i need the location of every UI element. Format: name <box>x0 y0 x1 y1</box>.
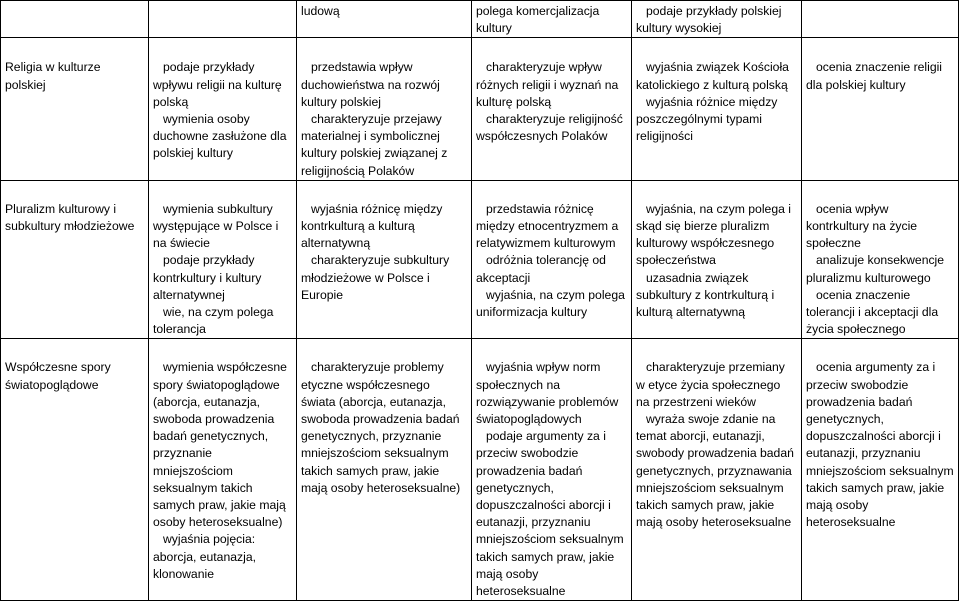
requirement-item: wyjaśnia związek Kościoła katolickiego z kulturą polską <box>636 60 789 92</box>
requirement-item: przedstawia różnicę między etnocentryzmem a relatywizmem kulturowym <box>476 201 619 251</box>
cell-c2 <box>149 339 297 601</box>
cell-c6 <box>802 180 959 339</box>
requirement-item: charakteryzuje subkultury młodzieżowe w Polsce i Europie <box>301 253 450 302</box>
requirement-item: wyjaśnia wpływ norm społecznych na rozwiązywanie problemów światopoglądowych <box>476 360 619 427</box>
requirement-item: wyraża swoje zdanie na temat aborcji, eutanazji, swobody prowadzenia badań genetycznych, przyznawania mniejszościom seksualnym takich samych praw, jakie mają osoby heteroseksualne <box>636 412 794 530</box>
cell-c5 <box>632 180 802 339</box>
requirement-item: wyjaśnia, na czym polega uniformizacja kultury <box>476 287 625 320</box>
continued-text: polega komercjalizacja <box>476 4 600 18</box>
cell-topic-empty <box>1 1 149 38</box>
topic-title: Współczesne spory światopoglądowe <box>5 360 111 392</box>
cell-c5 <box>632 38 802 180</box>
continued-text: podaje przykłady polskiej <box>646 4 782 18</box>
table-row <box>1 38 959 180</box>
cell-c3 <box>297 38 472 180</box>
requirement-item: charakteryzuje religijność współczesnych Polaków <box>476 112 623 144</box>
cell-c3 <box>297 180 472 339</box>
table-row-continued <box>1 1 959 38</box>
cell-c4 <box>472 339 632 601</box>
cell-c6 <box>802 339 959 601</box>
cell-c4-continued <box>472 1 632 38</box>
cell-topic <box>1 38 149 180</box>
cell-topic <box>1 180 149 339</box>
requirement-item: ocenia wpływ kontrkultury na życie społeczne <box>806 201 918 251</box>
requirement-item: wyjaśnia pojęcia: aborcja, eutanazja, klonowanie <box>153 532 256 581</box>
cell-c4 <box>472 38 632 180</box>
requirement-item: odróżnia tolerancję od akceptacji <box>476 253 606 285</box>
requirement-item: wyjaśnia różnice między poszczególnymi typami religijności <box>636 94 778 144</box>
requirement-item: wymienia subkultury występujące w Polsce i na świecie <box>153 201 279 251</box>
cell-c6 <box>802 38 959 180</box>
topic-title: Religia w kulturze polskiej <box>5 60 101 92</box>
continued-text: kultury wysokiej <box>636 21 722 36</box>
continued-text: ludową <box>301 4 340 18</box>
continued-text: kultury <box>476 21 512 36</box>
cell-c5 <box>632 339 802 601</box>
cell-c2 <box>149 180 297 339</box>
requirement-item: charakteryzuje przejawy materialnej i symbolicznej kultury polskiej związanej z religijnością Polaków <box>301 112 448 178</box>
requirement-item: podaje argumenty za i przeciw swobodzie prowadzenia badań genetycznych, dopuszczalności aborcji i eutanazji, przyznaniu mniejszościom seksualnym takich samych praw, jakie mają osoby heteroseksualne <box>476 429 624 599</box>
cell-c5-continued <box>632 1 802 38</box>
cell-c3 <box>297 339 472 601</box>
requirement-item: wymienia współczesne spory światopoglądowe (aborcja, eutanazja, swoboda prowadzenia badań genetycznych, przyznanie mniejszościom seksualnym takich samych praw, jakie mają osoby heteroseksualne) <box>153 360 287 530</box>
cell-c3-continued <box>297 1 472 38</box>
cell-c2-empty <box>149 1 297 38</box>
cell-c6-empty <box>802 1 959 38</box>
requirement-item: wyjaśnia, na czym polega i skąd się bierze pluralizm kulturowy współczesnego społeczeństwa <box>636 201 791 268</box>
requirement-item: analizuje konsekwencje pluralizmu kulturowego <box>806 253 945 285</box>
requirement-item: ocenia znaczenie religii dla polskiej kultury <box>806 60 943 92</box>
requirement-item: charakteryzuje przemiany w etyce życia społecznego na przestrzeni wieków <box>636 360 785 409</box>
requirement-item: ocenia znaczenie tolerancji i akceptacji dla życia społecznego <box>806 287 939 337</box>
requirement-item: przedstawia wpływ duchowieństwa na rozwój kultury polskiej <box>301 60 440 109</box>
requirement-item: wie, na czym polega tolerancja <box>153 305 274 337</box>
requirement-item: ocenia argumenty za i przeciw swobodzie prowadzenia badań genetycznych, dopuszczalności aborcji i eutanazji, przyznaniu mniejszościom seksualnym takich samych praw, jakie mają osoby heteroseksualne <box>806 360 954 530</box>
requirement-item: wyjaśnia różnicę między kontrkulturą a kulturą alternatywną <box>301 201 443 251</box>
table-row <box>1 339 959 601</box>
table-row <box>1 180 959 339</box>
requirement-item: podaje przykłady wpływu religii na kulturę polską <box>153 60 282 109</box>
requirement-item: uzasadnia związek subkultury z kontrkulturą i kulturą alternatywną <box>636 270 775 320</box>
cell-c4 <box>472 180 632 339</box>
cell-topic <box>1 339 149 601</box>
requirement-item: charakteryzuje problemy etyczne współczesnego świata (aborcja, eutanazja, swoboda prowadzenia badań genetycznych, przyznanie mniejszościom seksualnym takich samych praw, jakie mają osoby heteroseksualne) <box>301 360 461 495</box>
topic-title: Pluralizm kulturowy i subkultury młodzieżowe <box>5 201 135 234</box>
requirement-item: charakteryzuje wpływ różnych religii i wyznań na kulturę polską <box>476 60 619 109</box>
requirement-item: podaje przykłady kontrkultury i kultury alternatywnej <box>153 253 262 302</box>
cell-c2 <box>149 38 297 180</box>
requirement-item: wymienia osoby duchowne zasłużone dla polskiej kultury <box>153 112 287 161</box>
